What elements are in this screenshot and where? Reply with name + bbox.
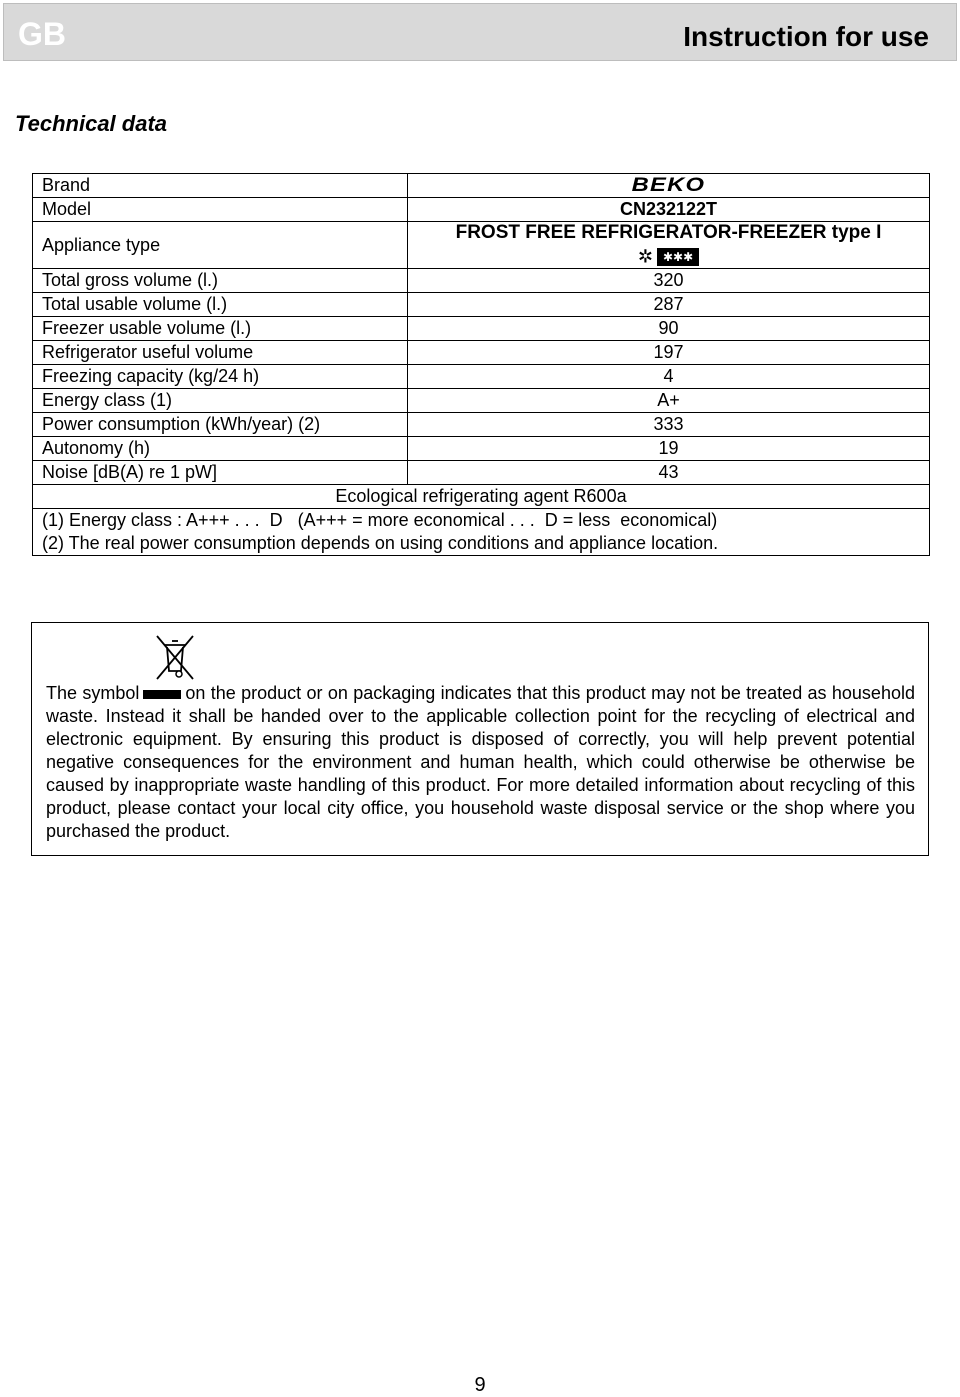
table-row <box>33 389 930 413</box>
table-row <box>33 293 930 317</box>
spec-label: Refrigerator useful volume <box>33 341 408 365</box>
footnote-1: (1) Energy class : A+++ . . . D (A+++ = more economical . . . D = less economical) <box>42 510 718 530</box>
table-row-brand <box>33 174 930 198</box>
spec-label: Total usable volume (l.) <box>33 293 408 317</box>
appliance-type-value: FROST FREE REFRIGERATOR-FREEZER type I <box>455 222 882 244</box>
technical-data-table <box>32 173 930 556</box>
table-row <box>33 437 930 461</box>
spec-value: 287 <box>408 293 930 317</box>
spec-value: 4 <box>408 365 930 389</box>
table-row <box>33 341 930 365</box>
spec-value: 43 <box>408 461 930 485</box>
waste-symbol-placeholder <box>143 690 181 699</box>
table-row-notes <box>33 509 930 556</box>
spec-label: Power consumption (kWh/year) (2) <box>33 413 408 437</box>
refrigerant-agent: Ecological refrigerating agent R600a <box>33 485 930 509</box>
spec-value: 19 <box>408 437 930 461</box>
spec-value: A+ <box>408 389 930 413</box>
four-star-freezer-icon: ✲ ✱✱✱ <box>417 244 920 267</box>
header-title: Instruction for use <box>683 21 929 52</box>
country-code: GB <box>18 16 66 52</box>
model-label: Model <box>33 198 408 222</box>
table-row <box>33 317 930 341</box>
page-number: 9 <box>474 1374 486 1396</box>
spec-value: 320 <box>408 269 930 293</box>
spec-value: 197 <box>408 341 930 365</box>
spec-label: Total gross volume (l.) <box>33 269 408 293</box>
spec-value: 333 <box>408 413 930 437</box>
recycling-text <box>46 682 915 843</box>
table-row-appliance-type <box>33 222 930 269</box>
recycling-text-body: on the product or on packaging indicates that this product may not be treated as household waste. Instead it shall be handed over to the applicable collection point for the recycling of electrical and electronic equipment. By ensuring this product is disposed of correctly, you will help prevent potential negative consequences for the environment and human health, which could otherwise be otherwise be caused by inappropriate waste handling of this product. For more detailed information about recycling of this product, please contact your local city office, you household waste disposal service or the shop where you purchased the product. <box>46 683 915 841</box>
table-row <box>33 413 930 437</box>
recycling-text-start: The symbol <box>46 683 140 703</box>
spec-label: Freezing capacity (kg/24 h) <box>33 365 408 389</box>
spec-label: Energy class (1) <box>33 389 408 413</box>
spec-value: 90 <box>408 317 930 341</box>
table-row <box>33 365 930 389</box>
spec-label: Noise [dB(A) re 1 pW] <box>33 461 408 485</box>
appliance-type-label: Appliance type <box>33 222 408 269</box>
section-title: Technical data <box>15 111 168 136</box>
table-row <box>33 269 930 293</box>
page-header <box>3 3 957 61</box>
footnote-2: (2) The real power consumption depends on using conditions and appliance location. <box>42 533 719 553</box>
spec-label: Freezer usable volume (l.) <box>33 317 408 341</box>
brand-label: Brand <box>33 174 408 198</box>
recycling-notice <box>31 622 929 856</box>
table-row-refrigerant <box>33 485 930 509</box>
table-row-model <box>33 198 930 222</box>
brand-logo: BEKO <box>631 175 706 196</box>
table-row <box>33 461 930 485</box>
spec-label: Autonomy (h) <box>33 437 408 461</box>
crossed-out-wheelie-bin-icon <box>155 633 195 683</box>
model-value: CN232122T <box>408 198 930 222</box>
